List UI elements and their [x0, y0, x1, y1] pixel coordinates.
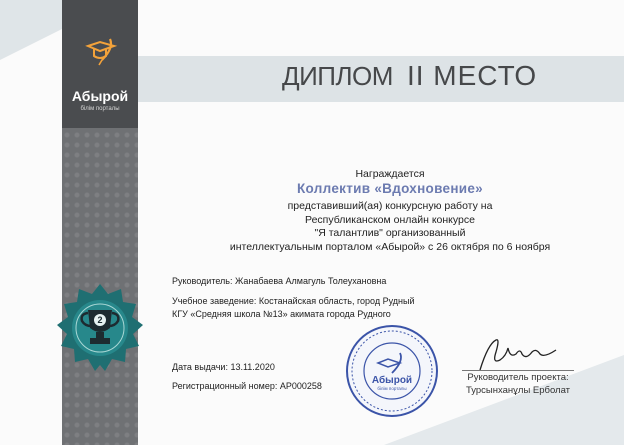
stamp-subtitle: білім порталы — [377, 386, 407, 391]
signer-name: Турсынханұлы Ерболат — [465, 385, 571, 396]
signer-role: Руководитель проекта: — [467, 372, 569, 383]
awarded-label: Награждается — [355, 168, 425, 180]
quill-icon — [84, 38, 118, 68]
stamp-icon — [344, 323, 440, 419]
diploma-label: ДИПЛОМ — [282, 61, 393, 91]
logo-subtitle: білім порталы — [80, 106, 120, 112]
signature-line — [462, 370, 574, 371]
registration-number: Регистрационный номер: АР000258 — [172, 381, 322, 391]
issue-date: Дата выдачи: 13.11.2020 — [172, 362, 275, 372]
description — [200, 200, 580, 254]
description-line: интеллектуальным порталом «Абырой» с 26 октября по 6 ноября — [229, 240, 551, 253]
medal-icon — [52, 282, 148, 378]
description-line: представивший(ая) конкурсную работу на — [287, 200, 493, 212]
supervisor: Руководитель: Жанабаева Алмагуль Толеухановна — [172, 276, 387, 286]
institution-line: КГУ «Средняя школа №13» акимата города Рудного — [172, 309, 391, 319]
place-label: II МЕСТО — [406, 60, 538, 91]
institution-line: Учебное заведение: Костанайская область, город Рудный — [172, 296, 415, 306]
logo-name: Абырой — [71, 88, 129, 104]
signature — [470, 334, 560, 374]
team-name: Коллектив «Вдохновение» — [297, 181, 483, 196]
description-line: "Я талантлив" организованный — [314, 227, 466, 239]
logo — [62, 0, 138, 128]
description-line: Республиканском онлайн конкурсе — [305, 213, 475, 226]
stamp-name: Абырой — [371, 375, 413, 386]
page-title — [282, 60, 537, 92]
medal-number: 2 — [97, 315, 103, 325]
